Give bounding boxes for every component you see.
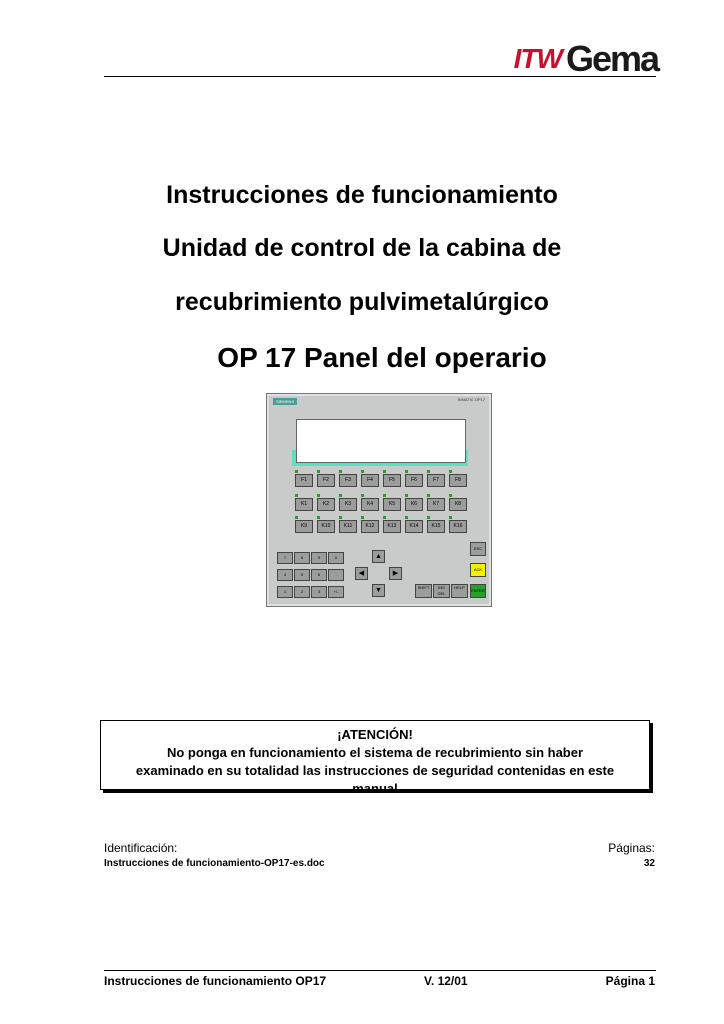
panel-key-led	[339, 494, 342, 497]
panel-key-k6: K6	[405, 498, 423, 511]
logo-itw: ITW	[513, 43, 562, 74]
identification-value: Instrucciones de funcionamiento-OP17-es.doc	[104, 858, 325, 869]
panel-key-k8: K8	[449, 498, 467, 511]
panel-key-k14: K14	[405, 520, 423, 533]
arrow-right-key: ▶	[389, 567, 402, 580]
panel-model: SIMATIC OP17	[457, 397, 485, 402]
panel-numpad-key: 2	[294, 586, 310, 598]
panel-key-led	[449, 516, 452, 519]
panel-key-led	[383, 516, 386, 519]
panel-key-f3: F3	[339, 474, 357, 487]
panel-key-led	[295, 494, 298, 497]
panel-key-led	[295, 470, 298, 473]
panel-key-led	[427, 494, 430, 497]
panel-key-led	[339, 516, 342, 519]
panel-key-led	[449, 470, 452, 473]
identification-label: Identificación:	[104, 841, 178, 855]
panel-side-key-enter: ENTER	[470, 584, 486, 598]
panel-key-led	[405, 494, 408, 497]
logo-gema: Gema	[565, 38, 658, 79]
panel-function-key: SHIFT	[415, 584, 432, 598]
panel-numpad-key: 4	[277, 569, 293, 581]
panel-key-led	[405, 516, 408, 519]
doc-title-1: Instrucciones de funcionamiento	[166, 181, 558, 209]
panel-key-k3: K3	[339, 498, 357, 511]
panel-key-led	[427, 470, 430, 473]
panel-key-led	[449, 494, 452, 497]
panel-key-led	[317, 516, 320, 519]
panel-numpad-key: 3	[311, 586, 327, 598]
panel-numpad-key: 5	[294, 569, 310, 581]
panel-key-led	[383, 470, 386, 473]
footer-doc-name: Instrucciones de funcionamiento OP17	[104, 974, 327, 988]
panel-screen	[296, 419, 466, 463]
panel-key-f4: F4	[361, 474, 379, 487]
panel-numpad-key: 1	[277, 586, 293, 598]
panel-key-f8: F8	[449, 474, 467, 487]
panel-key-led	[361, 494, 364, 497]
arrow-down-key: ▼	[372, 584, 385, 597]
panel-key-f1: F1	[295, 474, 313, 487]
panel-key-led	[295, 516, 298, 519]
arrow-up-key: ▲	[372, 550, 385, 563]
doc-title-2: Unidad de control de la cabina de	[162, 234, 562, 262]
panel-key-led	[317, 494, 320, 497]
pages-label: Páginas:	[608, 841, 655, 855]
panel-function-key: HELP	[451, 584, 468, 598]
panel-key-f5: F5	[383, 474, 401, 487]
panel-key-k13: K13	[383, 520, 401, 533]
warning-line-1: No ponga en funcionamiento el sistema de recubrimiento sin haber	[166, 745, 584, 760]
panel-key-led	[339, 470, 342, 473]
panel-key-k1: K1	[295, 498, 313, 511]
panel-key-f6: F6	[405, 474, 423, 487]
panel-key-led	[405, 470, 408, 473]
panel-numpad-key: 0	[328, 552, 344, 564]
panel-numpad-key: +/-	[328, 586, 344, 598]
panel-key-led	[383, 494, 386, 497]
warning-line-2: examinado en su totalidad las instrucciones de seguridad contenidas en este	[135, 763, 615, 778]
panel-key-k7: K7	[427, 498, 445, 511]
panel-key-k2: K2	[317, 498, 335, 511]
panel-side-key-ack: ACK	[470, 563, 486, 577]
panel-numpad-key: 8	[294, 552, 310, 564]
panel-key-k5: K5	[383, 498, 401, 511]
footer-page-number: Página 1	[605, 974, 655, 988]
panel-numpad-key: 9	[311, 552, 327, 564]
panel-key-led	[427, 516, 430, 519]
panel-key-k9: K9	[295, 520, 313, 533]
op17-panel-illustration	[266, 393, 492, 607]
panel-key-k4: K4	[361, 498, 379, 511]
footer-version: V. 12/01	[424, 974, 468, 988]
doc-title-4: OP 17 Panel del operario	[217, 342, 547, 373]
arrow-left-key: ◀	[355, 567, 368, 580]
panel-numpad-key: .	[328, 569, 344, 581]
company-logo	[514, 38, 658, 80]
warning-line-3: manual	[352, 781, 398, 796]
panel-key-k11: K11	[339, 520, 357, 533]
panel-brand: SIEMENS	[273, 398, 297, 405]
panel-key-f7: F7	[427, 474, 445, 487]
panel-key-k10: K10	[317, 520, 335, 533]
panel-numpad-key: 7	[277, 552, 293, 564]
panel-key-f2: F2	[317, 474, 335, 487]
panel-numpad-key: 6	[311, 569, 327, 581]
header-rule	[104, 76, 656, 77]
panel-key-led	[317, 470, 320, 473]
panel-key-led	[361, 470, 364, 473]
panel-key-led	[361, 516, 364, 519]
footer-rule	[104, 970, 656, 971]
warning-title: ¡ATENCIÓN!	[337, 727, 413, 742]
panel-key-k16: K16	[449, 520, 467, 533]
warning-box	[100, 720, 650, 796]
panel-side-key-esc: ESC	[470, 542, 486, 556]
panel-key-k12: K12	[361, 520, 379, 533]
pages-value: 32	[643, 858, 655, 869]
doc-title-3: recubrimiento pulvimetalúrgico	[175, 288, 549, 316]
panel-key-k15: K15	[427, 520, 445, 533]
panel-function-key: INS DEL	[433, 584, 450, 598]
